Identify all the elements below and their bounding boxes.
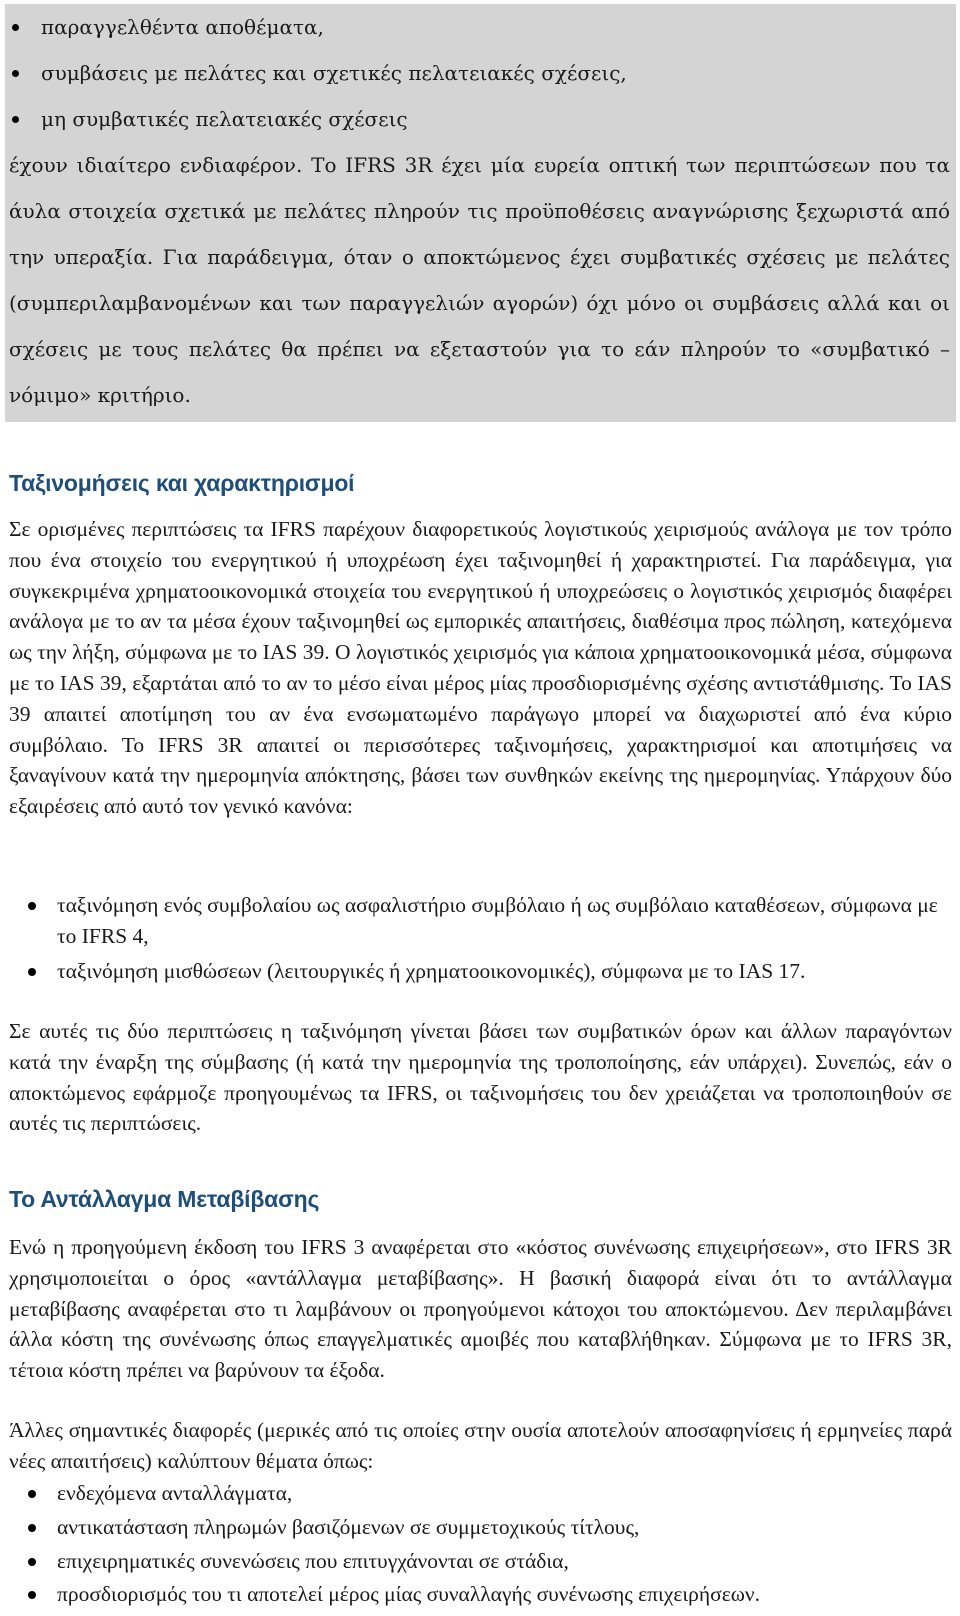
list-item: ταξινόμηση ενός συμβολαίου ως ασφαλιστήριο συμβόλαιο ή ως συμβόλαιο καταθέσεων, σύμφωνα με το IFRS 4, bbox=[9, 890, 952, 952]
classification-paragraph: Σε ορισμένες περιπτώσεις τα IFRS παρέχουν διαφορετικούς λογιστικούς χειρισμούς ανάλογα με τον τρόπο που ένα στοιχείο του ενεργητικού ή υποχρέωση έχει ταξινομηθεί ή χαρακτηριστεί. Για παράδειγμα, για συγκεκριμένα χρηματοοικονομικά στοιχεία του ενεργητικού ή υποχρεώσεις ο λογιστικός χειρισμός διαφέρει ανάλογα με το αν τα μέσα έχουν ταξινομηθεί ως εμπορικές απαιτήσεις, διαθέσιμα προς πώληση, κατεχόμενα ως την λήξη, σύμφωνα με το IAS 39. Ο λογιστικός χειρισμός για κάποια χρηματοοικονομικά μέσα, σύμφωνα με το IAS 39, εξαρτάται από το αν το μέσο είναι μέρος μίας προσδιορισμένης σχέσης αντιστάθμισης. Το IAS 39 απαιτεί αποτίμηση του αν ένα ενσωματωμένο παράγωγο μπορεί να διαχωριστεί από ένα κύριο συμβόλαιο. Το IFRS 3R απαιτεί οι περισσότερες ταξινομήσεις, χαρακτηρισμοί και αποτιμήσεις να ξαναγίνουν κατά την ημερομηνία απόκτησης, βάσει των συνθηκών εκείνης της ημερομηνίας. Υπάρχουν δύο εξαιρέσεις από αυτό τον γενικό κανόνα: bbox=[9, 517, 952, 819]
classification-exceptions-list bbox=[9, 890, 952, 986]
list-item: συμβάσεις με πελάτες και σχετικές πελατειακές σχέσεις, bbox=[5, 50, 956, 96]
classification-conclusion-paragraph: Σε αυτές τις δύο περιπτώσεις η ταξινόμηση γίνεται βάσει των συμβατικών όρων και άλλων παραγόντων κατά την έναρξη της σύμβασης (ή κατά την ημερομηνία της τροποποίησης, εάν υπάρχει). Συνεπώς, εάν ο αποκτώμενος εφάρμοζε προηγουμένως τα IFRS, οι ταξινομήσεις του δεν χρειάζεται να τροποποιηθούν σε αυτές τις περιπτώσεις. bbox=[9, 1019, 952, 1136]
intro-bullet-list bbox=[5, 4, 956, 142]
list-item: παραγγελθέντα αποθέματα, bbox=[5, 4, 956, 50]
other-differences-paragraph: Άλλες σημαντικές διαφορές (μερικές από τις οποίες στην ουσία αποτελούν αποσαφηνίσεις ή ερμηνείες παρά νέες απαιτήσεις) καλύπτουν θέματα όπως: bbox=[9, 1418, 952, 1473]
section-heading-classifications: Ταξινομήσεις και χαρακτηρισμοί bbox=[9, 470, 355, 496]
consideration-paragraph: Ενώ η προηγούμενη έκδοση του IFRS 3 αναφέρεται στο «κόστος συνένωσης επιχειρήσεων», στο IFRS 3R χρησιμοποιείται ο όρος «αντάλλαγμα μεταβίβασης». Η βασική διαφορά είναι ότι το αντάλλαγμα μεταβίβασης αναφέρεται στο τι λαμβάνουν οι προηγούμενοι κάτοχοι του αποκτώμενου. Δεν περιλαμβάνει άλλα κόστη της συνένωσης όπως επαγγελματικές αμοιβές που καταβλήθηκαν. Σύμφωνα με το IFRS 3R, τέτοια κόστη πρέπει να βαρύνουν τα έξοδα. bbox=[9, 1235, 952, 1383]
list-item: μη συμβατικές πελατειακές σχέσεις bbox=[5, 96, 956, 142]
intro-paragraph: έχουν ιδιαίτερο ενδιαφέρον. Το IFRS 3R έχει μία ευρεία οπτική των περιπτώσεων που τα άυλα στοιχεία σχετικά με πελάτες πληρούν τις προϋποθέσεις αναγνώρισης ξεχωριστά από την υπεραξία. Για παράδειγμα, όταν ο αποκτώμενος έχει συμβατικές σχέσεις με πελάτες (συμπεριλαμβανομένων και των παραγγελιών αγορών) όχι μόνο οι συμβάσεις αλλά και οι σχέσεις με τους πελάτες θα πρέπει να εξεταστούν για το εάν πληρούν το «συμβατικό – νόμιμο» κριτήριο. bbox=[9, 153, 950, 407]
list-item: ενδεχόμενα ανταλλάγματα, bbox=[9, 1478, 952, 1509]
list-item: προσδιορισμός του τι αποτελεί μέρος μίας συναλλαγής συνένωσης επιχειρήσεων. bbox=[9, 1579, 952, 1610]
list-item: ταξινόμηση μισθώσεων (λειτουργικές ή χρηματοοικονομικές), σύμφωνα με το IAS 17. bbox=[9, 956, 952, 987]
list-item: αντικατάσταση πληρωμών βασιζόμενων σε συμμετοχικούς τίτλους, bbox=[9, 1512, 952, 1543]
other-differences-list bbox=[9, 1478, 952, 1610]
shaded-intro-box bbox=[5, 4, 956, 422]
list-item: επιχειρηματικές συνενώσεις που επιτυγχάνονται σε στάδια, bbox=[9, 1546, 952, 1577]
section-heading-consideration: Το Αντάλλαγμα Μεταβίβασης bbox=[9, 1186, 320, 1212]
